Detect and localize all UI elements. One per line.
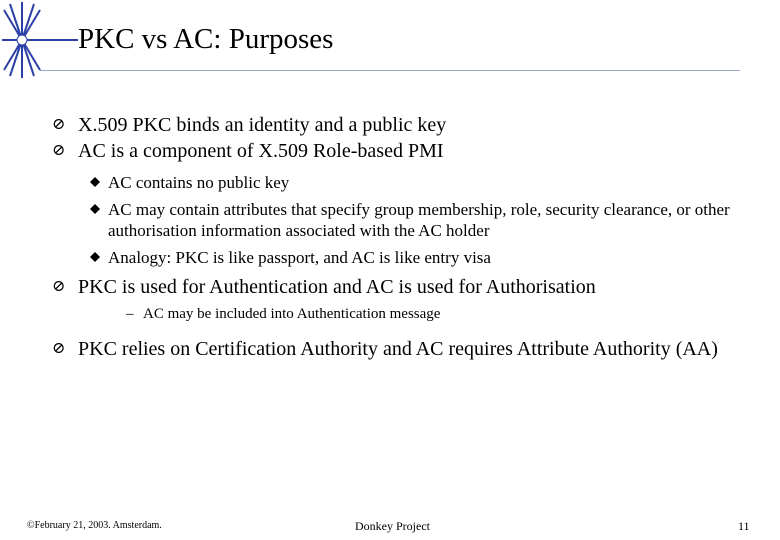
- page-title: PKC vs AC: Purposes: [78, 23, 334, 55]
- bullet-marker-icon: ⊘: [52, 340, 66, 357]
- dash-item-text: AC may be included into Authentication message: [143, 306, 441, 322]
- title-rule: [40, 70, 740, 71]
- bullet-text: AC is a component of X.509 Role-based PMI: [78, 140, 444, 162]
- sub-bullet-text: AC may contain attributes that specify group membership, role, security clearance, or other authorisation information associated with the AC holder: [108, 200, 730, 240]
- sub-bullet-text: Analogy: PKC is like passport, and AC is like entry visa: [108, 248, 491, 267]
- dash-marker-icon: –: [126, 306, 134, 322]
- footer-date-location: ©February 21, 2003. Amsterdam.: [27, 520, 162, 531]
- bullet-marker-icon: ⊘: [52, 116, 66, 133]
- sub-bullet-text: AC contains no public key: [108, 173, 290, 192]
- dash-item-authentication-message: [50, 304, 770, 324]
- sub-bullet-analogy: [50, 247, 770, 268]
- sub-bullet-attributes: [50, 199, 770, 241]
- footer-project: Donkey Project: [355, 519, 430, 533]
- bullet-marker-icon: ⊘: [52, 278, 66, 295]
- bullet-text: PKC is used for Authentication and AC is used for Authorisation: [78, 276, 596, 298]
- bullet-pkc-binds: [50, 112, 770, 138]
- slide-content: [50, 112, 770, 362]
- bullet-authorities: [50, 336, 770, 362]
- diamond-bullet-icon: [90, 252, 100, 262]
- bullet-ac-component: [50, 138, 770, 164]
- bullet-authentication: [50, 274, 770, 300]
- bullet-text: PKC relies on Certification Authority and AC requires Attribute Authority (AA): [78, 338, 718, 360]
- bullet-text: X.509 PKC binds an identity and a public key: [78, 114, 447, 136]
- diamond-bullet-icon: [90, 204, 100, 214]
- bullet-marker-icon: ⊘: [52, 142, 66, 159]
- page-number: 11: [738, 519, 750, 533]
- diamond-bullet-icon: [90, 177, 100, 187]
- sub-bullet-no-public-key: [50, 172, 770, 193]
- starburst-logo-icon: [0, 0, 80, 80]
